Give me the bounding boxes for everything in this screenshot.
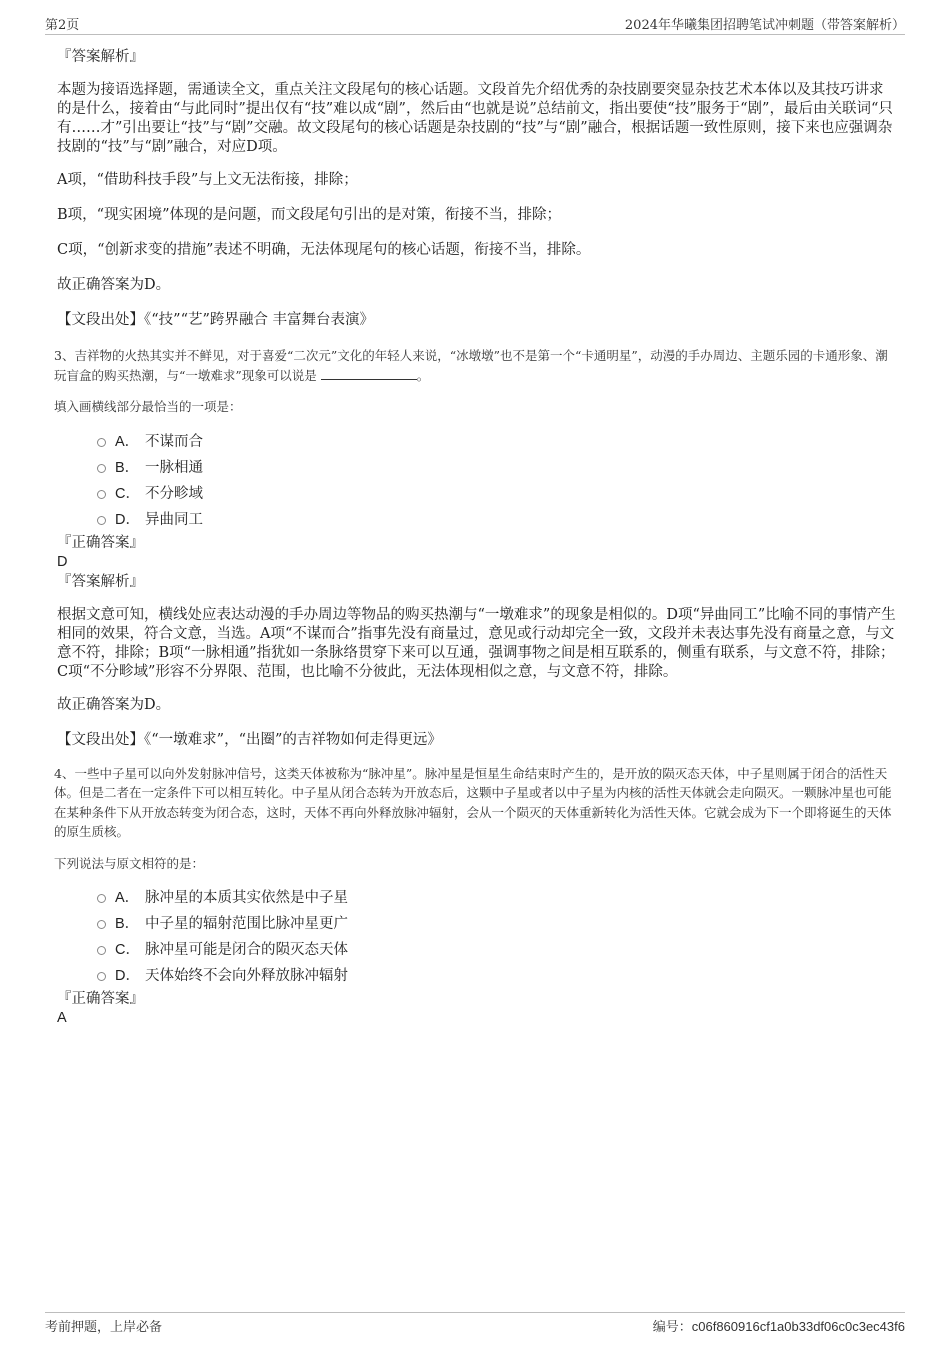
- q4-options: [97, 885, 897, 989]
- q4-option-d[interactable]: D． 天体始终不会向外释放脉冲辐射: [97, 963, 897, 989]
- q3-conclusion: 故正确答案为D。: [57, 696, 171, 713]
- radio-icon[interactable]: [97, 946, 106, 955]
- radio-icon[interactable]: [97, 490, 106, 499]
- q3-options: [97, 429, 897, 533]
- q3-analysis: 根据文意可知，横线处应表达动漫的手办周边等物品的购买热潮与“一墩难求”的现象是相似的。D项“异曲同工”比喻不同的事情产生相同的效果，符合文意，当选。A项“不谋而合”指事先没有商量过，意见或行动却完全一致，文段并未表达事先没有商量之意，与文意不符，排除；B项“一脉相通”指犹如一条脉络贯穿下来可以互通，强调事物之间是相互联系的，侧重有联系，与文意不符，排除；C项“不分畛域”形容不分界限、范围，也比喻不分彼此，无法体现相似之意，与文意不符，排除。: [57, 606, 896, 680]
- q4-prompt: 下列说法与原文相符的是：: [54, 855, 205, 871]
- radio-icon[interactable]: [97, 894, 106, 903]
- q3-option-a[interactable]: A． 不谋而合: [97, 429, 897, 455]
- q3-answer: D: [57, 553, 68, 570]
- q2-analysis-label: 『答案解析』: [57, 49, 144, 65]
- q3-analysis-label: 『答案解析』: [57, 573, 144, 590]
- q4-answer-label: 『正确答案』: [57, 991, 144, 1007]
- q3-option-b[interactable]: B． 一脉相通: [97, 455, 897, 481]
- q2-conclusion: 故正确答案为D。: [57, 277, 171, 293]
- q3-answer-label: 『正确答案』: [57, 534, 144, 551]
- q3-prompt: 填入画横线部分最恰当的一项是：: [54, 399, 242, 414]
- radio-icon[interactable]: [97, 464, 106, 473]
- q4-answer: A: [57, 1010, 67, 1026]
- q2-note-c: C项，“创新求变的措施”表述不明确，无法体现尾句的核心话题，衔接不当，排除。: [57, 242, 591, 258]
- page-header: [45, 12, 905, 35]
- code-label: 编号：: [652, 1320, 692, 1335]
- q2-note-a: A项，“借助科技手段”与上文无法衔接，排除；: [57, 172, 358, 188]
- q2-note-b: B项，“现实困境”体现的是问题，而文段尾句引出的是对策，衔接不当，排除；: [57, 207, 561, 223]
- radio-icon[interactable]: [97, 972, 106, 981]
- answer-blank: [321, 367, 417, 380]
- document-code: [653, 1316, 905, 1335]
- radio-icon[interactable]: [97, 920, 106, 929]
- radio-icon[interactable]: [97, 438, 106, 447]
- code-value: c06f860916cf1a0b33df06c0c3ec43f6: [691, 1319, 905, 1334]
- q3-option-d[interactable]: D． 异曲同工: [97, 507, 897, 533]
- q2-source: 【文段出处】《“技”“艺”跨界融合 丰富舞台表演》: [57, 312, 375, 328]
- q2-analysis: 本题为接语选择题，需通读全文，重点关注文段尾句的核心话题。文段首先介绍优秀的杂技剧要突显杂技艺术本体以及其技巧讲求的是什么，接着由“与此同时”提出仅有“技”难以成“剧”，然后由“也就是说”总结前文，指出要使“技”服务于“剧”，最后由关联词“只有……才”引出要让“技”与“剧”交融。故文段尾句的核心话题是杂技剧的“技”与“剧”融合，根据话题一致性原则，接下来也应强调杂技剧的“技”与“剧”融合，对应D项。: [57, 82, 893, 155]
- q3-option-c[interactable]: C． 不分畛域: [97, 481, 897, 507]
- q4-stem: 4、一些中子星可以向外发射脉冲信号，这类天体被称为“脉冲星”。脉冲星是恒星生命结束时产生的，是开放的陨灭态天体，中子星则属于闭合的活性天体。但是二者在一定条件下可以相互转化。中子星从闭合态转为开放态后，这颗中子星或者以中子星为内核的活性天体就会走向陨灭。一颗脉冲星也可能在某种条件下从开放态转变为闭合态，这时，天体不再向外释放脉冲辐射，会从一个陨灭的天体重新转化为活性天体。它就会成为下一个即将诞生的天体的原生质核。: [54, 765, 892, 839]
- document-title: 2024年华曦集团招聘笔试冲刺题（带答案解析）: [624, 18, 905, 33]
- document-body: [54, 47, 897, 1028]
- q3-source: 【文段出处】《“一墩难求”，“出圈”的吉祥物如何走得更远》: [57, 731, 442, 748]
- q4-option-b[interactable]: B． 中子星的辐射范围比脉冲星更广: [97, 911, 897, 937]
- q4-option-c[interactable]: C． 脉冲星可能是闭合的陨灭态天体: [97, 937, 897, 963]
- page-number: 第2页: [45, 18, 80, 33]
- radio-icon[interactable]: [97, 516, 106, 525]
- footer-slogan: 考前押题，上岸必备: [45, 1320, 163, 1335]
- q3-stem: 3、吉祥物的火热其实并不鲜见，对于喜爱“二次元”文化的年轻人来说，“冰墩墩”也不是第一个“卡通明星”，动漫的手办周边、主题乐园的卡通形象、潮玩盲盒的购买热潮，与“一墩难求”现象可以说是 。: [54, 348, 888, 383]
- page-footer: [45, 1312, 905, 1335]
- q4-option-a[interactable]: A． 脉冲星的本质其实依然是中子星: [97, 885, 897, 911]
